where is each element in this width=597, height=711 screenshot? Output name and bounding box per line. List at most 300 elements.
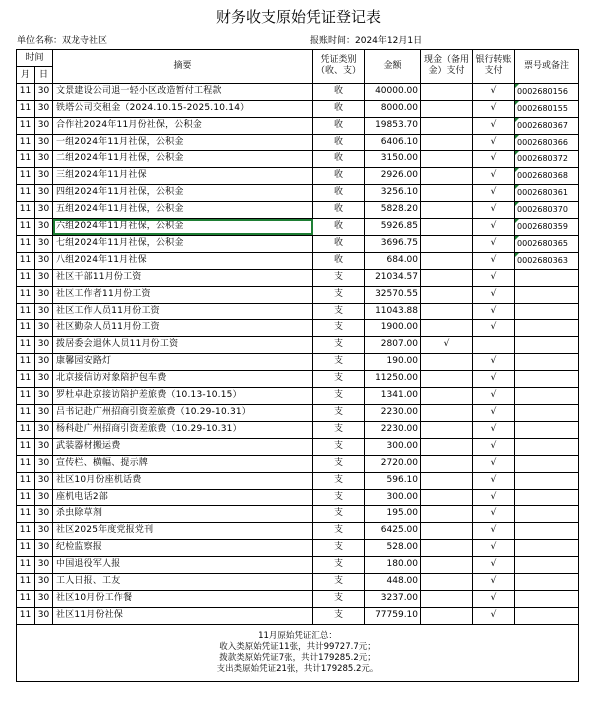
cell-bank[interactable]: √: [473, 354, 515, 371]
cell-summary[interactable]: 吕书记赴广州招商引资差旅费（10.29-10.31）: [53, 405, 313, 422]
cell-bank[interactable]: √: [473, 506, 515, 523]
cell-category[interactable]: 支: [313, 337, 365, 354]
header-ticket[interactable]: 票号或备注: [515, 50, 579, 84]
ticket-number: 0002680363: [517, 255, 568, 265]
comment-marker-icon: [515, 101, 519, 105]
cell-ticket[interactable]: [515, 235, 579, 252]
cell-category[interactable]: 收: [313, 252, 365, 269]
cell-summary[interactable]: 合作社2024年11月份社保，公积金: [53, 117, 313, 134]
cell-ticket[interactable]: [515, 574, 579, 591]
cell-amount[interactable]: 21034.57: [365, 269, 421, 286]
cell-amount[interactable]: 19853.70: [365, 117, 421, 134]
cell-category[interactable]: 收: [313, 168, 365, 185]
document-title: 财务收支原始凭证登记表: [215, 8, 381, 26]
table-row: [17, 523, 579, 540]
table-row: [17, 388, 579, 405]
cell-bank[interactable]: √: [473, 117, 515, 134]
table-row: [17, 421, 579, 438]
table-row: [17, 354, 579, 371]
comment-marker-icon: [515, 202, 519, 206]
cell-summary[interactable]: 社区工作人员11月份工资: [53, 303, 313, 320]
cell-day[interactable]: 30: [35, 185, 53, 202]
cell-month[interactable]: 11: [17, 590, 35, 607]
cell-month[interactable]: 11: [17, 286, 35, 303]
cell-bank[interactable]: √: [473, 489, 515, 506]
cell-ticket[interactable]: [515, 489, 579, 506]
table-row: [17, 202, 579, 219]
cell-summary[interactable]: 社区10月份工作餐: [53, 590, 313, 607]
cell-amount[interactable]: 6406.10: [365, 134, 421, 151]
cell-cash[interactable]: [421, 235, 473, 252]
cell-summary[interactable]: 三组2024年11月社保: [53, 168, 313, 185]
cell-day[interactable]: 30: [35, 540, 53, 557]
cell-ticket[interactable]: [515, 168, 579, 185]
cell-bank[interactable]: √: [473, 371, 515, 388]
cell-day[interactable]: 30: [35, 523, 53, 540]
cell-summary[interactable]: 社区2025年度党报党刊: [53, 523, 313, 540]
cell-summary[interactable]: 座机电话2部: [53, 489, 313, 506]
header-month[interactable]: 月: [17, 66, 35, 83]
cell-summary[interactable]: 杀虫除草剂: [53, 506, 313, 523]
cell-ticket[interactable]: [515, 371, 579, 388]
cell-amount[interactable]: 300.00: [365, 438, 421, 455]
cell-bank[interactable]: √: [473, 557, 515, 574]
cell-category[interactable]: 收: [313, 151, 365, 168]
cell-day[interactable]: 30: [35, 574, 53, 591]
cell-ticket[interactable]: [515, 286, 579, 303]
table-row: [17, 286, 579, 303]
ticket-number: 0002680372: [517, 154, 568, 164]
cell-category[interactable]: 支: [313, 320, 365, 337]
cell-summary[interactable]: 七组2024年11月社保，公积金: [53, 235, 313, 252]
cell-month[interactable]: 11: [17, 438, 35, 455]
ticket-number: 0002680366: [517, 137, 568, 147]
cell-day[interactable]: 30: [35, 100, 53, 117]
cell-ticket[interactable]: [515, 455, 579, 472]
ticket-number: 0002680361: [517, 188, 568, 198]
header-time[interactable]: 时间: [17, 50, 53, 67]
cell-amount[interactable]: 180.00: [365, 557, 421, 574]
cell-amount[interactable]: 1341.00: [365, 388, 421, 405]
cell-amount[interactable]: 684.00: [365, 252, 421, 269]
cell-summary[interactable]: 社区勤杂人员11月份工资: [53, 320, 313, 337]
cell-month[interactable]: 11: [17, 252, 35, 269]
cell-ticket[interactable]: [515, 388, 579, 405]
cell-day[interactable]: 30: [35, 303, 53, 320]
cell-amount[interactable]: 40000.00: [365, 83, 421, 100]
cell-amount[interactable]: 5926.85: [365, 219, 421, 236]
cell-cash[interactable]: [421, 354, 473, 371]
cell-amount[interactable]: 2720.00: [365, 455, 421, 472]
cell-summary[interactable]: 社区干部11月份工资: [53, 269, 313, 286]
cell-cash[interactable]: [421, 574, 473, 591]
cell-cash[interactable]: [421, 455, 473, 472]
cell-ticket[interactable]: [515, 405, 579, 422]
cell-bank[interactable]: √: [473, 269, 515, 286]
header-day[interactable]: 日: [35, 66, 53, 83]
ticket-number: 0002680359: [517, 222, 568, 232]
cell-amount[interactable]: 5828.20: [365, 202, 421, 219]
cell-ticket[interactable]: [515, 151, 579, 168]
cell-day[interactable]: 30: [35, 151, 53, 168]
table-row: [17, 472, 579, 489]
cell-day[interactable]: 30: [35, 489, 53, 506]
cell-day[interactable]: 30: [35, 421, 53, 438]
cell-ticket[interactable]: [515, 269, 579, 286]
cell-cash[interactable]: [421, 269, 473, 286]
cell-month[interactable]: 11: [17, 557, 35, 574]
cell-amount[interactable]: 2230.00: [365, 421, 421, 438]
cell-month[interactable]: 11: [17, 506, 35, 523]
header-cash[interactable]: 现金（备用金）支付: [421, 50, 473, 84]
cell-summary[interactable]: 一组2024年11月社保，公积金: [53, 134, 313, 151]
cell-amount[interactable]: 32570.55: [365, 286, 421, 303]
cell-ticket[interactable]: [515, 202, 579, 219]
cell-category[interactable]: 支: [313, 506, 365, 523]
cell-cash[interactable]: [421, 151, 473, 168]
cell-amount[interactable]: 596.10: [365, 472, 421, 489]
table-row: [17, 337, 579, 354]
cell-category[interactable]: 支: [313, 540, 365, 557]
cell-cash[interactable]: [421, 405, 473, 422]
cell-bank[interactable]: √: [473, 590, 515, 607]
cell-day[interactable]: 30: [35, 607, 53, 624]
cell-ticket[interactable]: [515, 354, 579, 371]
cell-summary[interactable]: 拨居委会退休人员11月份工资: [53, 337, 313, 354]
cell-amount[interactable]: 2807.00: [365, 337, 421, 354]
cell-day[interactable]: 30: [35, 83, 53, 100]
cell-ticket[interactable]: [515, 523, 579, 540]
cell-category[interactable]: 收: [313, 235, 365, 252]
cell-bank[interactable]: √: [473, 219, 515, 236]
cell-category[interactable]: 支: [313, 472, 365, 489]
cell-category[interactable]: 收: [313, 185, 365, 202]
cell-summary[interactable]: 工人日报、工友: [53, 574, 313, 591]
cell-amount[interactable]: 6425.00: [365, 523, 421, 540]
cell-month[interactable]: 11: [17, 100, 35, 117]
cell-summary[interactable]: 文景建设公司退一轻小区改造暂付工程款: [53, 83, 313, 100]
cell-cash[interactable]: [421, 607, 473, 624]
cell-category[interactable]: 支: [313, 405, 365, 422]
cell-bank[interactable]: √: [473, 235, 515, 252]
cell-ticket[interactable]: [515, 472, 579, 489]
cell-bank[interactable]: √: [473, 185, 515, 202]
cell-category[interactable]: 收: [313, 202, 365, 219]
cell-amount[interactable]: 2230.00: [365, 405, 421, 422]
cell-day[interactable]: 30: [35, 202, 53, 219]
cell-ticket[interactable]: [515, 83, 579, 100]
cell-category[interactable]: 支: [313, 269, 365, 286]
cell-month[interactable]: 11: [17, 117, 35, 134]
cell-day[interactable]: 30: [35, 590, 53, 607]
cell-summary[interactable]: 康馨园安路灯: [53, 354, 313, 371]
cell-category[interactable]: 支: [313, 523, 365, 540]
cell-cash[interactable]: [421, 252, 473, 269]
cell-amount[interactable]: 77759.10: [365, 607, 421, 624]
cell-amount[interactable]: 11043.88: [365, 303, 421, 320]
cell-day[interactable]: 30: [35, 168, 53, 185]
cell-bank[interactable]: √: [473, 472, 515, 489]
cell-summary[interactable]: 铁塔公司交租金（2024.10.15-2025.10.14）: [53, 100, 313, 117]
comment-marker-icon: [515, 135, 519, 139]
cell-bank[interactable]: √: [473, 574, 515, 591]
comment-marker-icon: [515, 236, 519, 240]
cell-cash[interactable]: [421, 202, 473, 219]
cell-cash[interactable]: [421, 523, 473, 540]
cell-day[interactable]: 30: [35, 405, 53, 422]
cell-ticket[interactable]: [515, 557, 579, 574]
cell-day[interactable]: 30: [35, 354, 53, 371]
header-summary[interactable]: 摘要: [53, 50, 313, 84]
header-amount[interactable]: 金额: [365, 50, 421, 84]
cell-amount[interactable]: 300.00: [365, 489, 421, 506]
cell-month[interactable]: 11: [17, 151, 35, 168]
cell-bank[interactable]: √: [473, 388, 515, 405]
cell-bank[interactable]: √: [473, 286, 515, 303]
cell-ticket[interactable]: [515, 100, 579, 117]
cell-summary[interactable]: 五组2024年11月社保，公积金: [53, 202, 313, 219]
cell-day[interactable]: 30: [35, 371, 53, 388]
cell-month[interactable]: 11: [17, 235, 35, 252]
cell-ticket[interactable]: [515, 337, 579, 354]
cell-day[interactable]: 30: [35, 219, 53, 236]
cell-bank[interactable]: √: [473, 202, 515, 219]
cell-day[interactable]: 30: [35, 455, 53, 472]
cell-cash[interactable]: [421, 83, 473, 100]
cell-ticket[interactable]: [515, 590, 579, 607]
cell-day[interactable]: 30: [35, 235, 53, 252]
cell-month[interactable]: 11: [17, 607, 35, 624]
cell-day[interactable]: 30: [35, 134, 53, 151]
cell-month[interactable]: 11: [17, 320, 35, 337]
cell-summary[interactable]: 社区工作者11月份工资: [53, 286, 313, 303]
cell-category[interactable]: 收: [313, 83, 365, 100]
cell-amount[interactable]: 3237.00: [365, 590, 421, 607]
cell-summary[interactable]: 武装器材搬运费: [53, 438, 313, 455]
cell-category[interactable]: 收: [313, 100, 365, 117]
summary-line: 收入类原始凭证11张，共计99727.7元；: [219, 641, 376, 652]
ticket-number: 0002680367: [517, 120, 568, 130]
cell-summary[interactable]: 杨科赴广州招商引资差旅费（10.29-10.31）: [53, 421, 313, 438]
cell-day[interactable]: 30: [35, 286, 53, 303]
cell-day[interactable]: 30: [35, 388, 53, 405]
cell-category[interactable]: 支: [313, 607, 365, 624]
cell-bank[interactable]: [473, 337, 515, 354]
cell-amount[interactable]: 8000.00: [365, 100, 421, 117]
cell-cash[interactable]: [421, 421, 473, 438]
cell-amount[interactable]: 1900.00: [365, 320, 421, 337]
cell-cash[interactable]: [421, 168, 473, 185]
cell-category[interactable]: 收: [313, 134, 365, 151]
cell-summary[interactable]: 六组2024年11月社保，公积金: [53, 219, 313, 236]
cell-amount[interactable]: 3696.75: [365, 235, 421, 252]
cell-bank[interactable]: √: [473, 134, 515, 151]
cell-ticket[interactable]: [515, 117, 579, 134]
cell-bank[interactable]: √: [473, 320, 515, 337]
cell-day[interactable]: 30: [35, 320, 53, 337]
cell-ticket[interactable]: [515, 320, 579, 337]
cell-bank[interactable]: √: [473, 405, 515, 422]
cell-ticket[interactable]: [515, 421, 579, 438]
cell-month[interactable]: 11: [17, 523, 35, 540]
cell-summary[interactable]: 宣传栏、横幅、提示牌: [53, 455, 313, 472]
cell-cash[interactable]: [421, 489, 473, 506]
comment-marker-icon: [515, 151, 519, 155]
cell-bank[interactable]: √: [473, 100, 515, 117]
cell-bank[interactable]: √: [473, 421, 515, 438]
cell-summary[interactable]: 北京接信访对象陪护包车费: [53, 371, 313, 388]
cell-summary[interactable]: 八组2024年11月社保: [53, 252, 313, 269]
ticket-number: 0002680156: [517, 86, 568, 96]
cell-bank[interactable]: √: [473, 252, 515, 269]
cell-category[interactable]: 支: [313, 438, 365, 455]
cell-cash[interactable]: [421, 117, 473, 134]
cell-summary[interactable]: 罗杜卓赴京接访陪护差旅费（10.13-10.15）: [53, 388, 313, 405]
cell-bank[interactable]: √: [473, 523, 515, 540]
header-bank[interactable]: 银行转账支付: [473, 50, 515, 84]
cell-month[interactable]: 11: [17, 540, 35, 557]
cell-amount[interactable]: 528.00: [365, 540, 421, 557]
cell-category[interactable]: 支: [313, 354, 365, 371]
cell-month[interactable]: 11: [17, 168, 35, 185]
comment-marker-icon: [515, 168, 519, 172]
cell-category[interactable]: 支: [313, 371, 365, 388]
cell-day[interactable]: 30: [35, 117, 53, 134]
cell-day[interactable]: 30: [35, 472, 53, 489]
cell-cash[interactable]: [421, 100, 473, 117]
cell-summary[interactable]: 中国退役军人报: [53, 557, 313, 574]
cell-cash[interactable]: [421, 371, 473, 388]
cell-month[interactable]: 11: [17, 405, 35, 422]
cell-amount[interactable]: 448.00: [365, 574, 421, 591]
cell-category[interactable]: 支: [313, 590, 365, 607]
cell-summary[interactable]: 社区11月份社保: [53, 607, 313, 624]
cell-day[interactable]: 30: [35, 252, 53, 269]
cell-summary[interactable]: 社区10月份座机话费: [53, 472, 313, 489]
cell-month[interactable]: 11: [17, 371, 35, 388]
cell-ticket[interactable]: [515, 540, 579, 557]
table-row: [17, 303, 579, 320]
cell-category[interactable]: 支: [313, 557, 365, 574]
cell-cash[interactable]: [421, 219, 473, 236]
cell-day[interactable]: 30: [35, 438, 53, 455]
cell-day[interactable]: 30: [35, 337, 53, 354]
cell-month[interactable]: 11: [17, 134, 35, 151]
cell-cash[interactable]: [421, 286, 473, 303]
cell-month[interactable]: 11: [17, 455, 35, 472]
cell-summary[interactable]: 二组2024年11月社保，公积金: [53, 151, 313, 168]
cell-amount[interactable]: 3150.00: [365, 151, 421, 168]
table-row: [17, 252, 579, 269]
summary-line: 11月原始凭证汇总：: [258, 630, 337, 641]
cell-ticket[interactable]: [515, 506, 579, 523]
cell-month[interactable]: 11: [17, 421, 35, 438]
cell-cash[interactable]: [421, 472, 473, 489]
cell-month[interactable]: 11: [17, 219, 35, 236]
cell-ticket[interactable]: [515, 185, 579, 202]
table-row: [17, 219, 579, 236]
cell-bank[interactable]: √: [473, 607, 515, 624]
cell-ticket[interactable]: [515, 303, 579, 320]
cell-bank[interactable]: √: [473, 168, 515, 185]
cell-month[interactable]: 11: [17, 388, 35, 405]
cell-cash[interactable]: [421, 557, 473, 574]
cell-month[interactable]: 11: [17, 472, 35, 489]
cell-month[interactable]: 11: [17, 574, 35, 591]
cell-day[interactable]: 30: [35, 506, 53, 523]
cell-cash[interactable]: [421, 303, 473, 320]
cell-cash[interactable]: [421, 438, 473, 455]
cell-ticket[interactable]: [515, 219, 579, 236]
cell-month[interactable]: 11: [17, 185, 35, 202]
table-row: [17, 151, 579, 168]
cell-amount[interactable]: 11250.00: [365, 371, 421, 388]
cell-bank[interactable]: √: [473, 303, 515, 320]
summary-cell[interactable]: [17, 624, 579, 681]
cell-category[interactable]: 收: [313, 219, 365, 236]
cell-amount[interactable]: 2926.00: [365, 168, 421, 185]
cell-category[interactable]: 支: [313, 388, 365, 405]
cell-cash[interactable]: [421, 320, 473, 337]
table-row: [17, 269, 579, 286]
cell-bank[interactable]: √: [473, 540, 515, 557]
cell-cash[interactable]: √: [421, 337, 473, 354]
table-row: [17, 235, 579, 252]
cell-cash[interactable]: [421, 134, 473, 151]
cell-category[interactable]: 支: [313, 421, 365, 438]
cell-month[interactable]: 11: [17, 269, 35, 286]
cell-month[interactable]: 11: [17, 202, 35, 219]
cell-month[interactable]: 11: [17, 354, 35, 371]
cell-bank[interactable]: √: [473, 83, 515, 100]
cell-cash[interactable]: [421, 540, 473, 557]
summary-line: 拨款类原始凭证7张，共计179285.2元；: [219, 652, 376, 663]
cell-bank[interactable]: √: [473, 151, 515, 168]
cell-month[interactable]: 11: [17, 337, 35, 354]
cell-day[interactable]: 30: [35, 269, 53, 286]
cell-cash[interactable]: [421, 388, 473, 405]
cell-category[interactable]: 支: [313, 489, 365, 506]
cell-amount[interactable]: 195.00: [365, 506, 421, 523]
cell-bank[interactable]: √: [473, 455, 515, 472]
table-row: [17, 590, 579, 607]
cell-amount[interactable]: 3256.10: [365, 185, 421, 202]
cell-ticket[interactable]: [515, 134, 579, 151]
cell-bank[interactable]: √: [473, 438, 515, 455]
cell-ticket[interactable]: [515, 607, 579, 624]
cell-category[interactable]: 支: [313, 574, 365, 591]
cell-month[interactable]: 11: [17, 83, 35, 100]
cell-category[interactable]: 收: [313, 117, 365, 134]
cell-cash[interactable]: [421, 506, 473, 523]
header-category[interactable]: 凭证类别（收、支）: [313, 50, 365, 84]
cell-month[interactable]: 11: [17, 489, 35, 506]
cell-amount[interactable]: 190.00: [365, 354, 421, 371]
table-row: [17, 607, 579, 624]
cell-category[interactable]: 支: [313, 455, 365, 472]
cell-cash[interactable]: [421, 590, 473, 607]
cell-ticket[interactable]: [515, 438, 579, 455]
table-row: [17, 438, 579, 455]
cell-month[interactable]: 11: [17, 303, 35, 320]
cell-summary[interactable]: 纪检监察报: [53, 540, 313, 557]
cell-day[interactable]: 30: [35, 557, 53, 574]
cell-category[interactable]: 支: [313, 303, 365, 320]
cell-summary[interactable]: 四组2024年11月社保，公积金: [53, 185, 313, 202]
cell-cash[interactable]: [421, 185, 473, 202]
cell-category[interactable]: 支: [313, 286, 365, 303]
cell-ticket[interactable]: [515, 252, 579, 269]
